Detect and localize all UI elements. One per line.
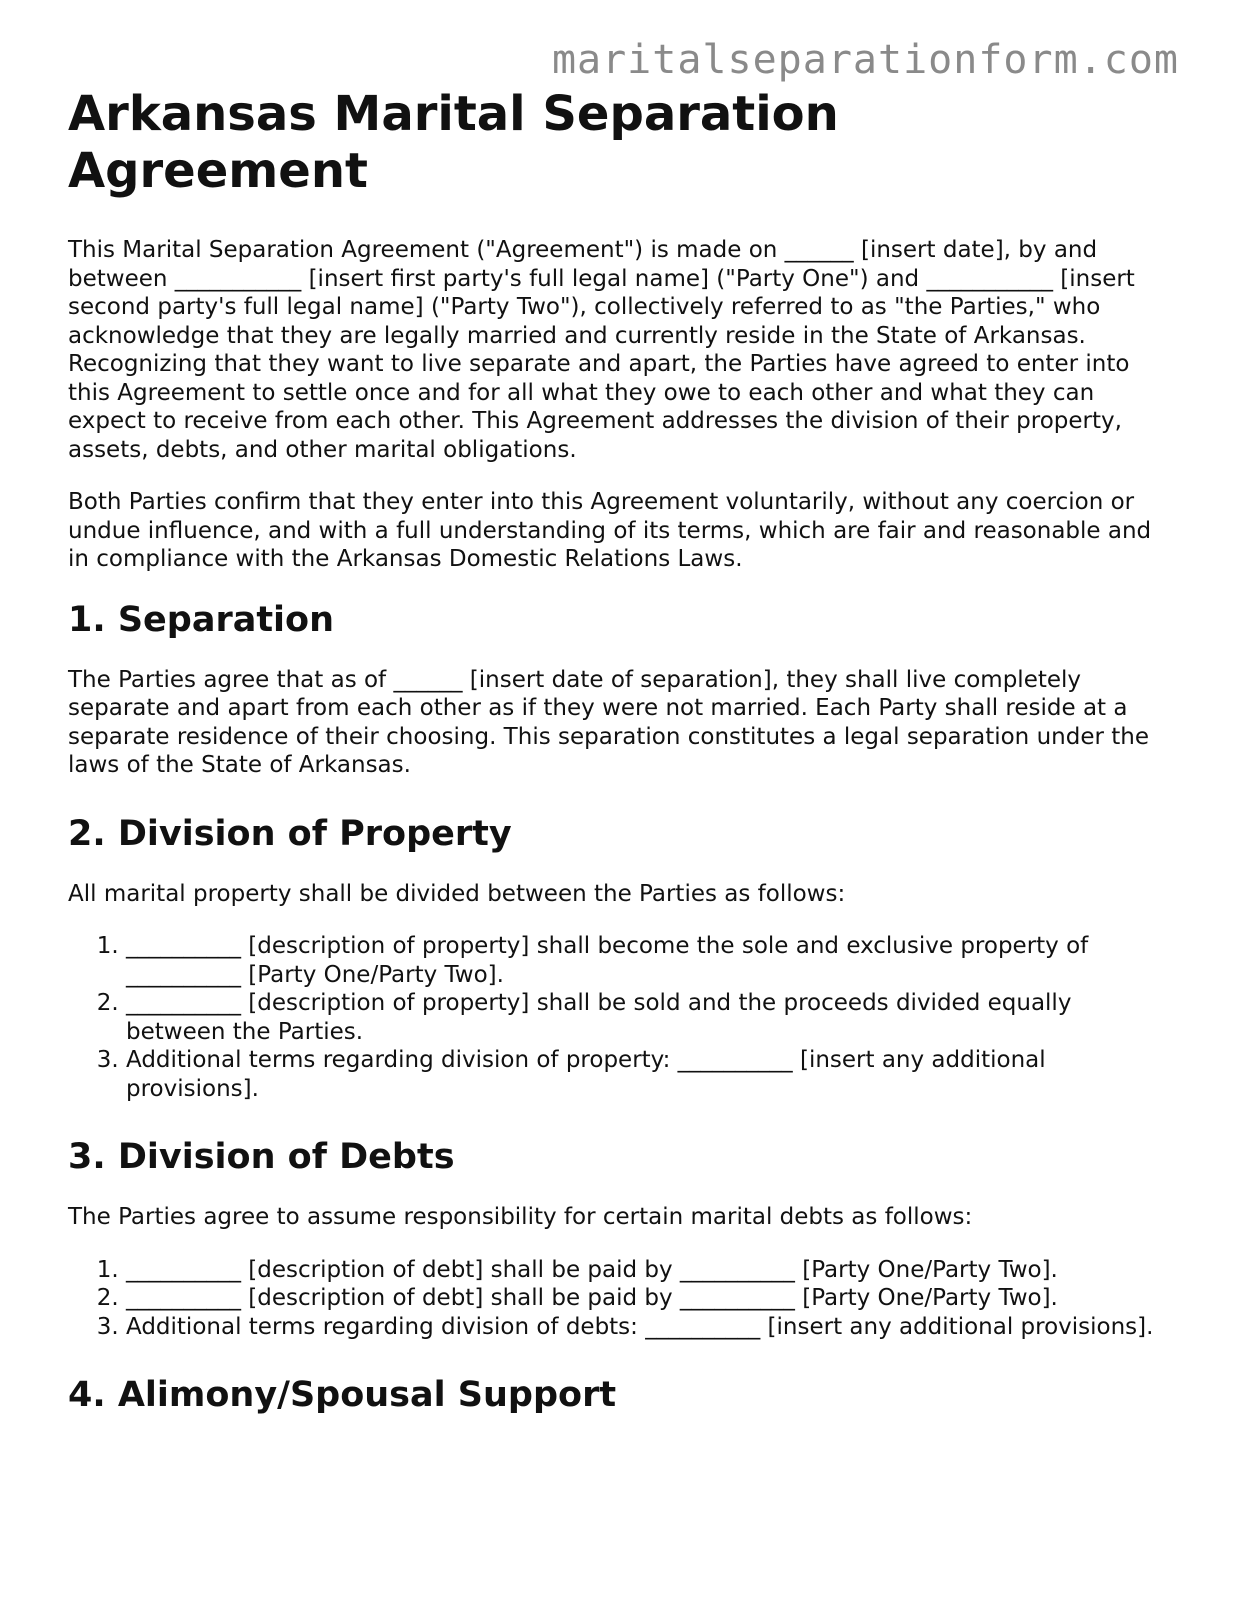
document-body xyxy=(68,86,1178,1415)
watermark: maritalseparationform.com xyxy=(551,37,1179,83)
section-heading-alimony: 4. Alimony/Spousal Support xyxy=(68,1375,617,1415)
property-list xyxy=(68,932,1178,1103)
section-heading-separation: 1. Separation xyxy=(68,599,335,640)
list-item: 2. __________ [description of property] shall be sold and the proceeds divided equally between the Parties. xyxy=(126,989,1178,1046)
list-item: 1. __________ [description of debt] shall be paid by __________ [Party One/Party Two]. xyxy=(126,1256,1178,1285)
section-text-separation: The Parties agree that as of ______ [insert date of separation], they shall live completely separate and apart from each other as if they were not married. Each Party shall reside at a separate residence of their choosing. This separation constitutes a legal separation under the laws of the State of Arkansas. xyxy=(68,666,1149,778)
list-item: 2. __________ [description of debt] shall be paid by __________ [Party One/Party Two]. xyxy=(126,1284,1178,1313)
section-heading-division-of-debts: 3. Division of Debts xyxy=(68,1137,455,1177)
section-text-division-of-debts: The Parties agree to assume responsibility for certain marital debts as follows: xyxy=(68,1204,973,1230)
section-heading-division-of-property: 2. Division of Property xyxy=(68,813,512,854)
list-item: 3. Additional terms regarding division of property: __________ [insert any additional provisions]. xyxy=(126,1046,1178,1103)
document-title: Arkansas Marital Separation Agreement xyxy=(68,86,839,199)
intro-paragraph: Both Parties confirm that they enter into this Agreement voluntarily, without any coercion or undue influence, and with a full understanding of its terms, which are fair and reasonable and in compliance with the Arkansas Domestic Relations Laws. xyxy=(68,489,1152,572)
intro-paragraph: This Marital Separation Agreement ("Agreement") is made on ______ [insert date], by and between ___________ [insert first party's full legal name] ("Party One") and ___________ [insert second party's full legal name] ("Party Two"), collectively referred to as "the Parties," who acknowledge that they are legally married and currently reside in the State of Arkansas. Recognizing that they want to live separate and apart, the Parties have agreed to enter into this Agreement to settle once and for all what they owe to each other and what they can expect to receive from each other. This Agreement addresses the division of their property, assets, debts, and other marital obligations. xyxy=(68,237,1135,463)
list-item: 1. __________ [description of property] shall become the sole and exclusive property of __________ [Party One/Party Two]. xyxy=(126,932,1178,989)
debts-list xyxy=(68,1256,1178,1342)
list-item: 3. Additional terms regarding division of debts: __________ [insert any additional provisions]. xyxy=(126,1313,1178,1342)
section-text-division-of-property: All marital property shall be divided between the Parties as follows: xyxy=(68,880,846,907)
